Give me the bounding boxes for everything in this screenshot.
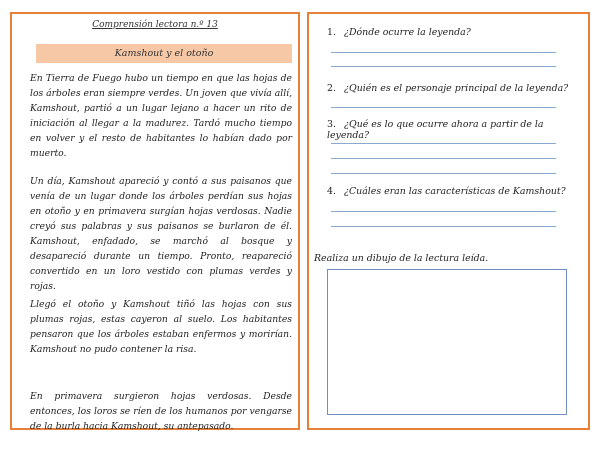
drawing-prompt: Realiza un dibujo de la lectura leída. (314, 253, 489, 264)
question-2 (327, 83, 585, 94)
question-1 (327, 27, 585, 38)
story-paragraph: Llegó el otoño y Kamshout tiñó las hojas con sus plumas rojas, estas cayeron al suelo. Los habitantes pensaron que los árboles estaban enfermos y morirían. Kamshout no pudo contener la risa. (30, 299, 292, 355)
question-number: 3. (327, 119, 336, 130)
answer-line[interactable] (331, 52, 556, 53)
questions-page (307, 12, 590, 430)
question-text: ¿Dónde ocurre la leyenda? (343, 27, 471, 38)
question-text: ¿Qué es lo que ocurre ahora a partir de la leyenda? (327, 119, 544, 141)
answer-line[interactable] (331, 211, 556, 212)
question-number: 2. (327, 83, 336, 94)
answer-line[interactable] (331, 226, 556, 227)
story-paragraph: En Tierra de Fuego hubo un tiempo en que las hojas de los árboles eran siempre verdes. Un joven que vivía allí, Kamshout, partió a un lugar lejano a hacer un rito de iniciación al llegar a la madurez. Tardó mucho tiempo en volver y el resto de habitantes lo habían dado por muerto. (30, 73, 292, 159)
answer-line[interactable] (331, 158, 556, 159)
answer-line[interactable] (331, 143, 556, 144)
question-number: 4. (327, 186, 336, 197)
reading-page (10, 12, 300, 430)
answer-line[interactable] (331, 173, 556, 174)
story-title: Kamshout y el otoño (114, 48, 214, 59)
worksheet-title: Comprensión lectora n.º 13 (92, 20, 218, 30)
story-paragraph: En primavera surgieron hojas verdosas. Desde entonces, los loros se ríen de los humanos por vengarse de la burla hacia Kamshout, su antepasado. (30, 391, 292, 432)
answer-line[interactable] (331, 107, 556, 108)
question-number: 1. (327, 27, 336, 38)
story-paragraph: Un día, Kamshout apareció y contó a sus paisanos que venía de un lugar donde los árboles perdían sus hojas en otoño y en primavera surgían hojas verdosas. Nadie creyó sus palabras y sus paisanos se burlaron de él. Kamshout, enfadado, se marchó al bosque y desapareció durante un tiempo. Pronto, reapareció convertido en un loro vestido con plumas verdes y rojas. (30, 176, 292, 292)
question-text: ¿Cuáles eran las características de Kamshout? (343, 186, 566, 197)
story-title-band (36, 44, 292, 63)
drawing-box[interactable] (327, 269, 567, 415)
answer-line[interactable] (331, 66, 556, 67)
question-4 (327, 186, 585, 197)
question-3 (327, 119, 585, 141)
question-text: ¿Quién es el personaje principal de la leyenda? (343, 83, 569, 94)
